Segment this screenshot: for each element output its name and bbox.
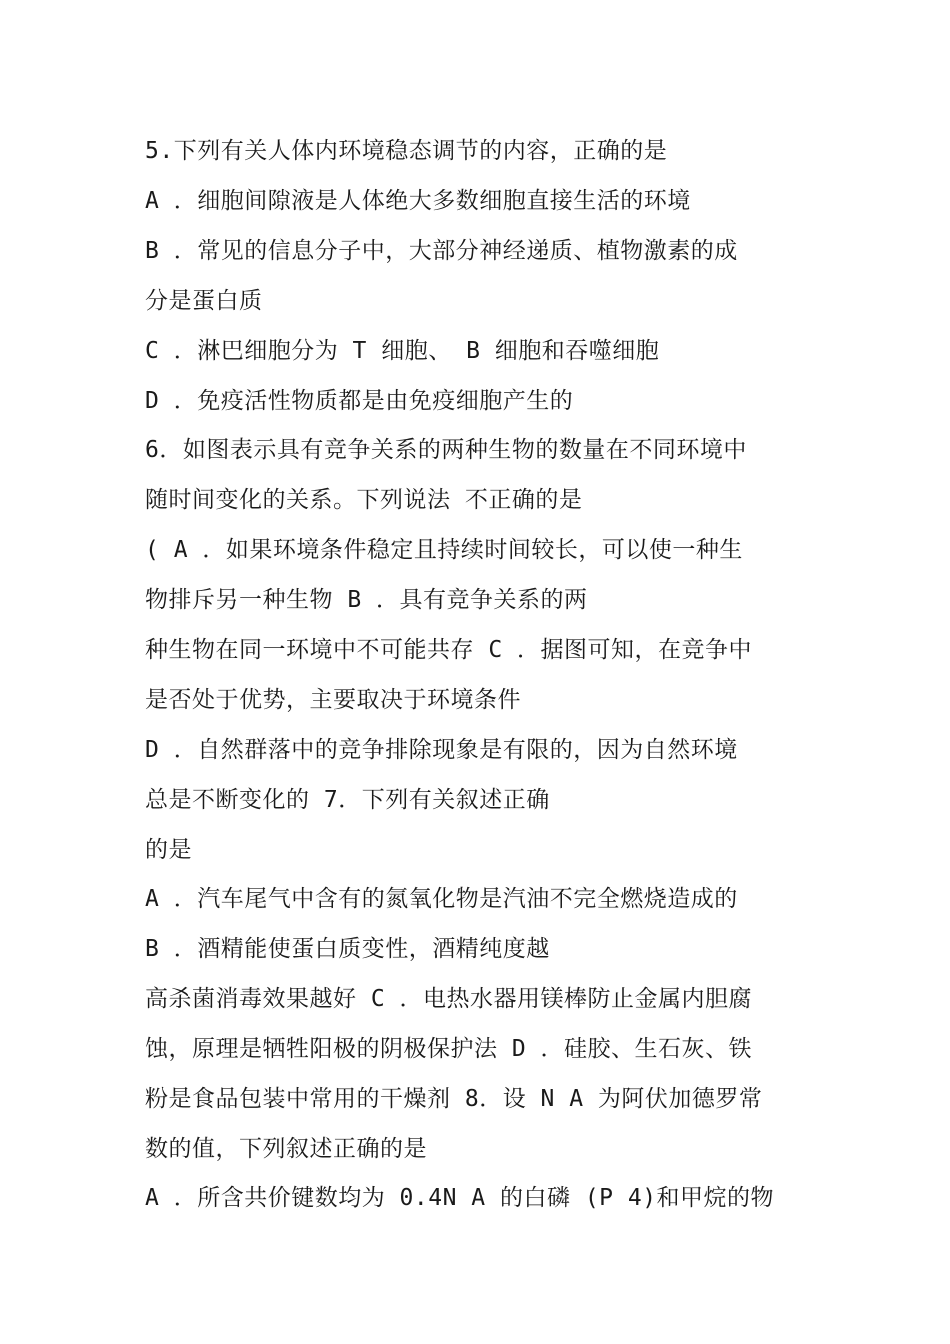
text-line: 高杀菌消毒效果越好 C ．电热水器用镁棒防止金属内胆腐 xyxy=(145,986,753,1012)
text-line: 随时间变化的关系。下列说法 不正确的是 xyxy=(145,487,583,513)
text-line: 是否处于优势，主要取决于环境条件 xyxy=(145,687,521,713)
text-line: 种生物在同一环境中不可能共存 C ．据图可知，在竞争中 xyxy=(145,637,753,663)
text-line: A ．所含共价键数均为 0.4N A 的白磷 (P 4)和甲烷的物 xyxy=(145,1185,775,1211)
text-line: A ．汽车尾气中含有的氮氧化物是汽油不完全燃烧造成的 xyxy=(145,886,738,912)
text-line: B ．酒精能使蛋白质变性，酒精纯度越 xyxy=(145,936,550,962)
text-line: C ．淋巴细胞分为 T 细胞、 B 细胞和吞噬细胞 xyxy=(145,338,660,364)
text-line: 物排斥另一种生物 B ．具有竞争关系的两 xyxy=(145,587,588,613)
text-line: D ．免疫活性物质都是由免疫细胞产生的 xyxy=(145,388,574,414)
text-line: 6．如图表示具有竞争关系的两种生物的数量在不同环境中 xyxy=(145,437,747,463)
text-line: 数的值，下列叙述正确的是 xyxy=(145,1136,427,1162)
text-line: 分是蛋白质 xyxy=(145,288,263,314)
text-line: ( A ．如果环境条件稳定且持续时间较长，可以使一种生 xyxy=(145,537,743,563)
text-line: A ．细胞间隙液是人体绝大多数细胞直接生活的环境 xyxy=(145,188,691,214)
text-line: 蚀，原理是牺牲阳极的阴极保护法 D ．硅胶、生石灰、铁 xyxy=(145,1036,753,1062)
text-line: 总是不断变化的 7．下列有关叙述正确 xyxy=(145,787,550,813)
text-line: 粉是食品包装中常用的干燥剂 8．设 N A 为阿伏加德罗常 xyxy=(145,1086,763,1112)
text-line: 5.下列有关人体内环境稳态调节的内容，正确的是 xyxy=(145,138,668,164)
text-line: D ．自然群落中的竞争排除现象是有限的，因为自然环境 xyxy=(145,737,738,763)
text-line: B ．常见的信息分子中，大部分神经递质、植物激素的成 xyxy=(145,238,738,264)
text-line: 的是 xyxy=(145,837,192,863)
